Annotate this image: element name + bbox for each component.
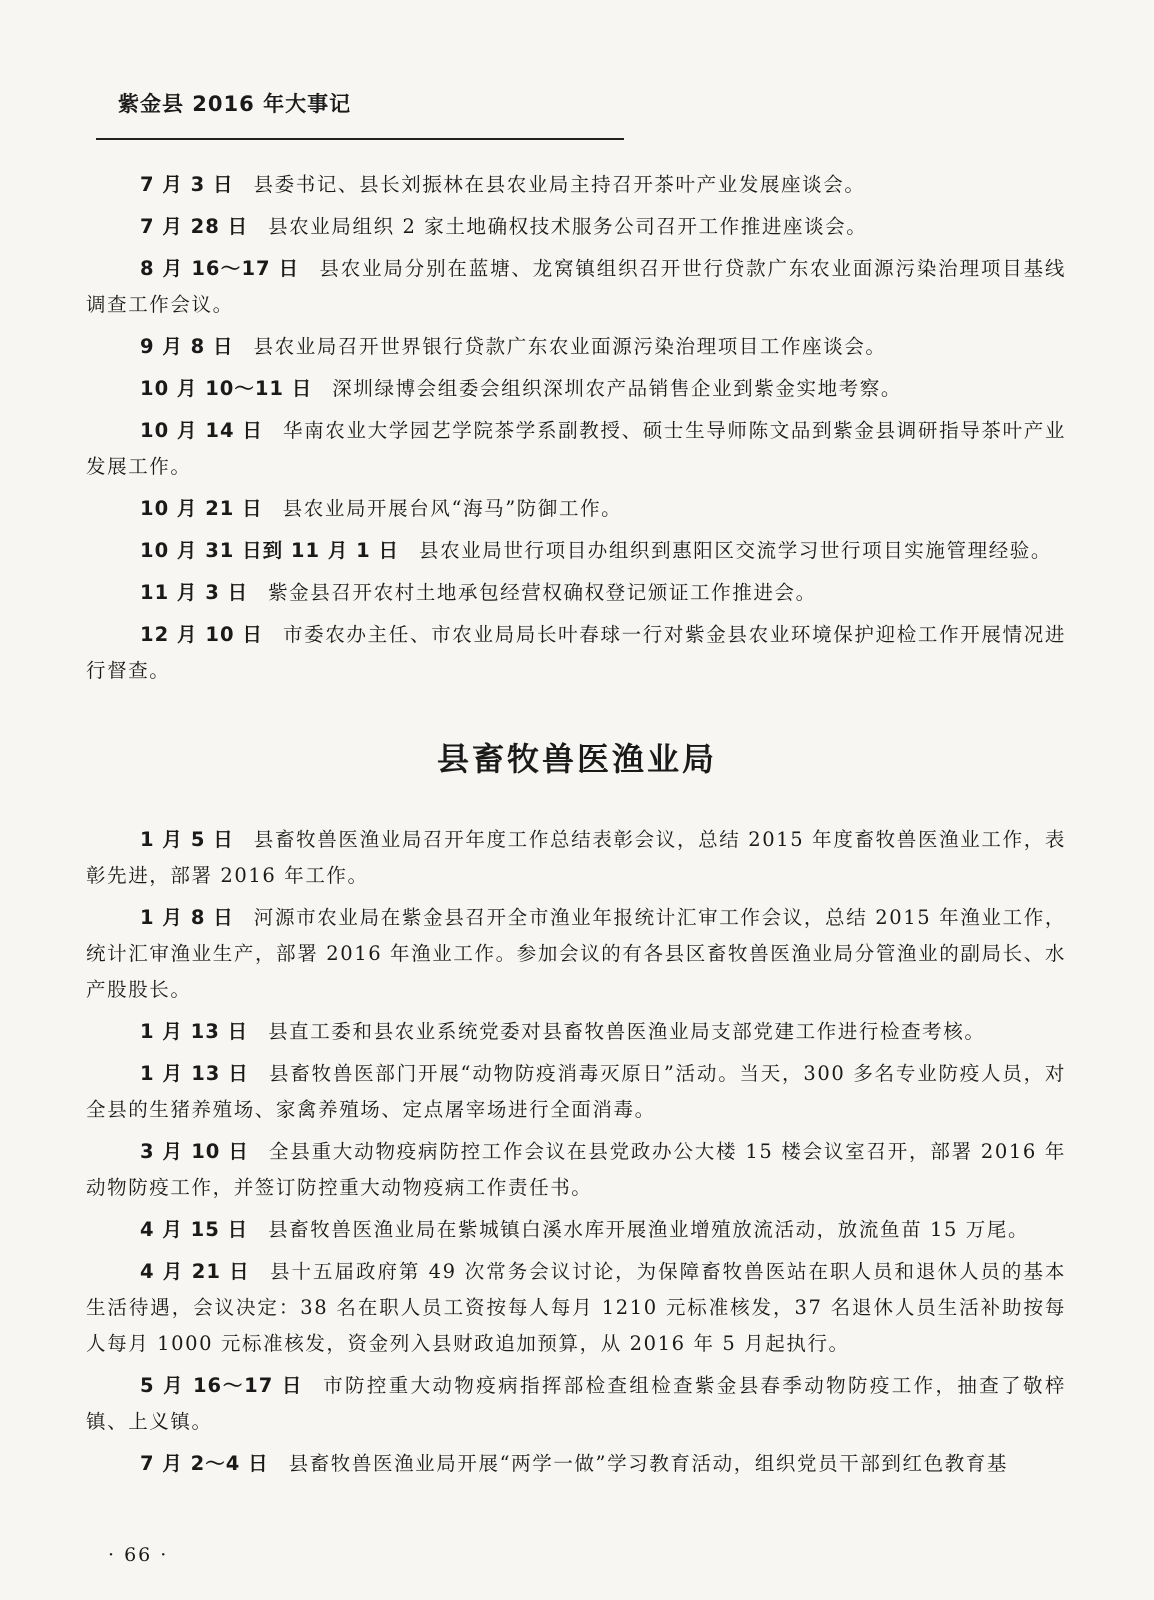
chronicle-entry: [86, 1014, 1066, 1050]
entry-date: 10 月 21 日: [140, 497, 263, 520]
entry-text: 全县重大动物疫病防控工作会议在县党政办公大楼 15 楼会议室召开，部署 2016 年动物防疫工作，并签订防控重大动物疫病工作责任书。: [86, 1140, 1066, 1199]
entry-date: 10 月 31 日到 11 月 1 日: [140, 539, 399, 562]
page-number: · 66 ·: [108, 1544, 169, 1566]
entry-text: 县直工委和县农业系统党委对县畜牧兽医渔业局支部党建工作进行检查考核。: [268, 1020, 986, 1043]
entry-date: 4 月 15 日: [140, 1218, 249, 1241]
entry-text: 县委书记、县长刘振林在县农业局主持召开茶叶产业发展座谈会。: [253, 173, 866, 196]
entry-text: 县农业局召开世界银行贷款广东农业面源污染治理项目工作座谈会。: [253, 335, 887, 358]
entry-date: 8 月 16～17 日: [140, 257, 300, 280]
header-divider: [96, 138, 624, 140]
chronicle-entry: [86, 329, 1066, 365]
entry-text: 县畜牧兽医渔业局召开年度工作总结表彰会议，总结 2015 年度畜牧兽医渔业工作，表彰先进，部署 2016 年工作。: [86, 828, 1066, 887]
chronicle-entry: [86, 371, 1066, 407]
chronicle-entry: [86, 1134, 1066, 1206]
entries-bottom: [86, 822, 1066, 1482]
entry-text: 华南农业大学园艺学院茶学系副教授、硕士生导师陈文品到紫金县调研指导茶叶产业发展工作。: [86, 419, 1067, 478]
entry-text: 县畜牧兽医渔业局在紫城镇白溪水库开展渔业增殖放流活动，放流鱼苗 15 万尾。: [268, 1218, 1030, 1241]
entry-date: 1 月 13 日: [140, 1062, 249, 1085]
entry-date: 7 月 3 日: [140, 173, 234, 196]
entry-date: 5 月 16～17 日: [140, 1374, 304, 1397]
chronicle-entry: [86, 1212, 1066, 1248]
chronicle-entry: [86, 491, 1066, 527]
chronicle-entry: [86, 1368, 1066, 1440]
entry-text: 河源市农业局在紫金县召开全市渔业年报统计汇审工作会议，总结 2015 年渔业工作，统计汇审渔业生产，部署 2016 年渔业工作。参加会议的有各县区畜牧兽医渔业局分管渔业的副局长、水产股股长。: [86, 906, 1066, 1001]
entry-text: 深圳绿博会组委会组织深圳农产品销售企业到紫金实地考察。: [332, 377, 902, 400]
entry-date: 3 月 10 日: [140, 1140, 250, 1163]
entry-text: 县畜牧兽医渔业局开展“两学一做”学习教育活动，组织党员干部到红色教育基: [288, 1452, 1009, 1475]
entry-date: 12 月 10 日: [140, 623, 263, 646]
chronicle-entry: [86, 617, 1066, 689]
chronicle-entry: [86, 1254, 1066, 1362]
entry-text: 县农业局开展台风“海马”防御工作。: [282, 497, 623, 520]
entry-text: 紫金县召开农村土地承包经营权确权登记颁证工作推进会。: [268, 581, 817, 604]
chronicle-entry: [86, 1056, 1066, 1128]
entry-date: 7 月 2～4 日: [140, 1452, 269, 1475]
chronicle-entry: [86, 900, 1066, 1008]
entry-date: 9 月 8 日: [140, 335, 234, 358]
section-title: 县畜牧兽医渔业局: [436, 740, 717, 778]
entry-date: 10 月 14 日: [140, 419, 263, 442]
chronicle-entry: [86, 575, 1066, 611]
chronicle-entry: [86, 413, 1066, 485]
chronicle-entry: [86, 251, 1066, 323]
chronicle-entry: [86, 209, 1066, 245]
entry-date: 10 月 10～11 日: [140, 377, 313, 400]
entry-date: 11 月 3 日: [140, 581, 249, 604]
entry-date: 1 月 8 日: [140, 906, 234, 929]
entry-text: 县十五届政府第 49 次常务会议讨论，为保障畜牧兽医站在职人员和退休人员的基本生活待遇，会议决定：38 名在职人员工资按每人每月 1210 元标准核发，37 名退休人员生活补助按每人每月 1000 元标准核发，资金列入县财政追加预算，从 2016 年 5 月起执行。: [86, 1260, 1066, 1355]
chronicle-entry: [86, 1446, 1066, 1482]
running-header: 紫金县 2016 年大事记: [118, 92, 352, 116]
entry-date: 4 月 21 日: [140, 1260, 250, 1283]
entry-text: 县农业局世行项目办组织到惠阳区交流学习世行项目实施管理经验。: [419, 539, 1053, 562]
entry-text: 市防控重大动物疫病指挥部检查组检查紫金县春季动物防疫工作，抽查了敬梓镇、上义镇。: [86, 1374, 1066, 1433]
entry-date: 7 月 28 日: [140, 215, 249, 238]
entry-text: 县畜牧兽医部门开展“动物防疫消毒灭原日”活动。当天，300 多名专业防疫人员，对全县的生猪养殖场、家禽养殖场、定点屠宰场进行全面消毒。: [86, 1062, 1066, 1121]
entry-date: 1 月 13 日: [140, 1020, 249, 1043]
entries-top: [86, 167, 1066, 689]
entry-text: 县农业局分别在蓝塘、龙窝镇组织召开世行贷款广东农业面源污染治理项目基线调查工作会议。: [86, 257, 1066, 316]
chronicle-entry: [86, 822, 1066, 894]
chronicle-entry: [86, 167, 1066, 203]
chronicle-entry: [86, 533, 1066, 569]
entry-date: 1 月 5 日: [140, 828, 234, 851]
entry-text: 县农业局组织 2 家土地确权技术服务公司召开工作推进座谈会。: [268, 215, 868, 238]
entry-text: 市委农办主任、市农业局局长叶春球一行对紫金县农业环境保护迎检工作开展情况进行督查。: [86, 623, 1067, 682]
